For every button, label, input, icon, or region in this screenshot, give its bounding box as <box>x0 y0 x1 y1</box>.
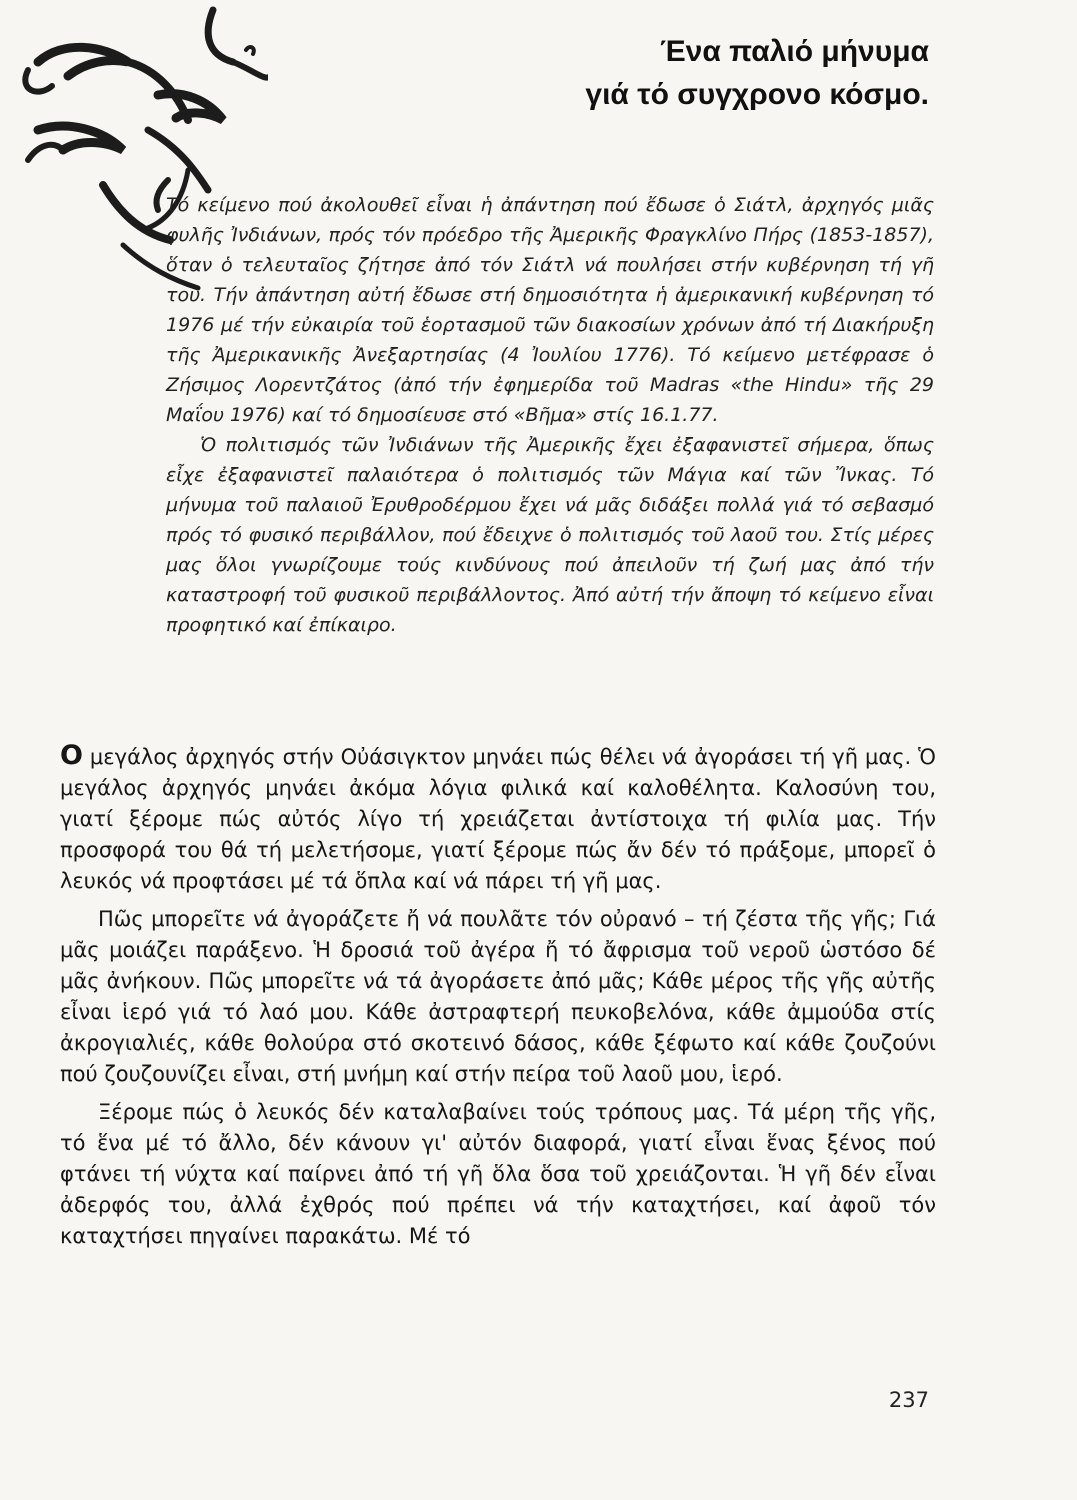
main-paragraph-3: Ξέρομε πώς ὁ λευκός δέν καταλαβαίνει τούς τρόπους μας. Τά μέρη τῆς γῆς, τό ἕνα μέ τό ἄλλο, δέν κάνουν γι' αὐτόν διαφορά, γιατί εἶναι ἕνας ξένος πού φτάνει τή νύχτα καί παίρνει ἀπό τή γῆ ὅλα ὅσα τοῦ χρειάζονται. Ἡ γῆ δέν εἶναι ἀδερφός του, ἀλλά ἐχθρός πού πρέπει νά τήν καταχτήσει, καί ἀφοῦ τόν καταχτήσει πηγαίνει παρακάτω. Μέ τό <box>60 1100 936 1248</box>
title-line-1: Ένα παλιό μήνυμα <box>660 35 929 68</box>
intro-paragraph-2: Ὁ πολιτισμός τῶν Ἰνδιάνων τῆς Ἀμερικῆς ἔχει ἐξαφανιστεῖ σήμερα, ὅπως εἶχε ἐξαφανιστεῖ παλαιότερα ὁ πολιτισμός τῶν Μάγια καί τῶν Ἴνκας. Τό μήνυμα τοῦ παλαιοῦ Ἐρυθροδέρμου ἔχει νά μᾶς διδάξει πολλά γιά τό σεβασμό πρός τό φυσικό περιβάλλον, πού ἔδειχνε ὁ πολιτισμός τοῦ λαοῦ του. Στίς μέρες μας ὅλοι γνωρίζουμε τούς κινδύνους πού ἀπειλοῦν τή ζωή μας ἀπό τήν καταστροφή τοῦ φυσικοῦ περιβάλλοντος. Ἀπό αὐτή τήν ἄποψη τό κείμενο εἶναι προφητικό καί ἐπίκαιρο. <box>166 434 934 636</box>
main-text <box>60 740 936 1259</box>
page-title <box>585 30 929 116</box>
main-paragraph-2: Πῶς μπορεῖτε νά ἀγοράζετε ἤ νά πουλᾶτε τόν οὐρανό – τή ζέστα τῆς γῆς; Γιά μᾶς μοιάζει παράξενο. Ἡ δροσιά τοῦ ἀγέρα ἤ τό ἄφρισμα τοῦ νεροῦ ὡστόσο δέ μᾶς ἀνήκουν. Πῶς μπορεῖτε νά τά ἀγοράσετε ἀπό μᾶς; Κάθε μέρος τῆς γῆς αὐτῆς εἶναι ἱερό γιά τό λαό μου. Κάθε ἀστραφτερή πευκοβελόνα, κάθε ἀμμούδα στίς ἀκρογιαλιές, κάθε θολούρα στό σκοτεινό δάσος, κάθε ξέφωτο καί κάθε ζουζούνι πού ζουζουνίζει εἶναι, στή μνήμη καί στήν πείρα τοῦ λαοῦ μου, ἱερό. <box>60 907 936 1086</box>
title-line-2: γιά τό συγχρονο κόσμο. <box>585 78 929 111</box>
main-paragraph-1-text: μεγάλος ἀρχηγός στήν Οὐάσιγκτον μηνάει πώς θέλει νά ἀγοράσει τή γῆ μας. Ὁ μεγάλος ἀρχηγός μηνάει ἀκόμα λόγια φιλικά καί καλοθέλητα. Καλοσύνη του, γιατί ξέρομε πώς αὐτός λίγο τή χρειάζεται ἀντίστοιχα τή φιλία μας. Τήν προσφορά του θά τή μελετήσομε, γιατί ξέρομε πώς ἄν δέν τό πράξομε, μπορεῖ ὁ λευκός νά προφτάσει μέ τά ὅπλα καί νά πάρει τή γῆ μας. <box>60 745 936 893</box>
intro-section <box>166 190 934 640</box>
intro-paragraph-1: Τό κείμενο πού ἀκολουθεῖ εἶναι ἡ ἀπάντηση πού ἔδωσε ὁ Σιάτλ, ἀρχηγός μιᾶς φυλῆς Ἰνδιάνων, πρός τόν πρόεδρο τῆς Ἀμερικῆς Φραγκλίνο Πήρς (1853-1857), ὅταν ὁ τελευταῖος ζήτησε ἀπό τόν Σιάτλ νά πουλήσει στήν κυβέρνηση τή γῆ του. Τήν ἀπάντηση αὐτή ἔδωσε στή δημοσιότητα ἡ ἀμερικανική κυβέρνηση τό 1976 μέ τήν εὐκαιρία τοῦ ἑορτασμοῦ τῶν διακοσίων χρόνων ἀπό τή Διακήρυξη τῆς Ἀμερικανικῆς Ἀνεξαρτησίας (4 Ἰουλίου 1776). Τό κείμενο μετέφρασε ὁ Ζήσιμος Λορεντζάτος (ἀπό τήν ἐφημερίδα τοῦ Madras «the Hindu» τῆς 29 Μαΐου 1976) καί τό δημοσίευσε στό «Βῆμα» στίς 16.1.77. <box>166 194 934 426</box>
main-paragraph-1 <box>60 740 936 897</box>
page-number: 237 <box>888 1388 929 1412</box>
drop-cap: Ο <box>60 740 83 771</box>
